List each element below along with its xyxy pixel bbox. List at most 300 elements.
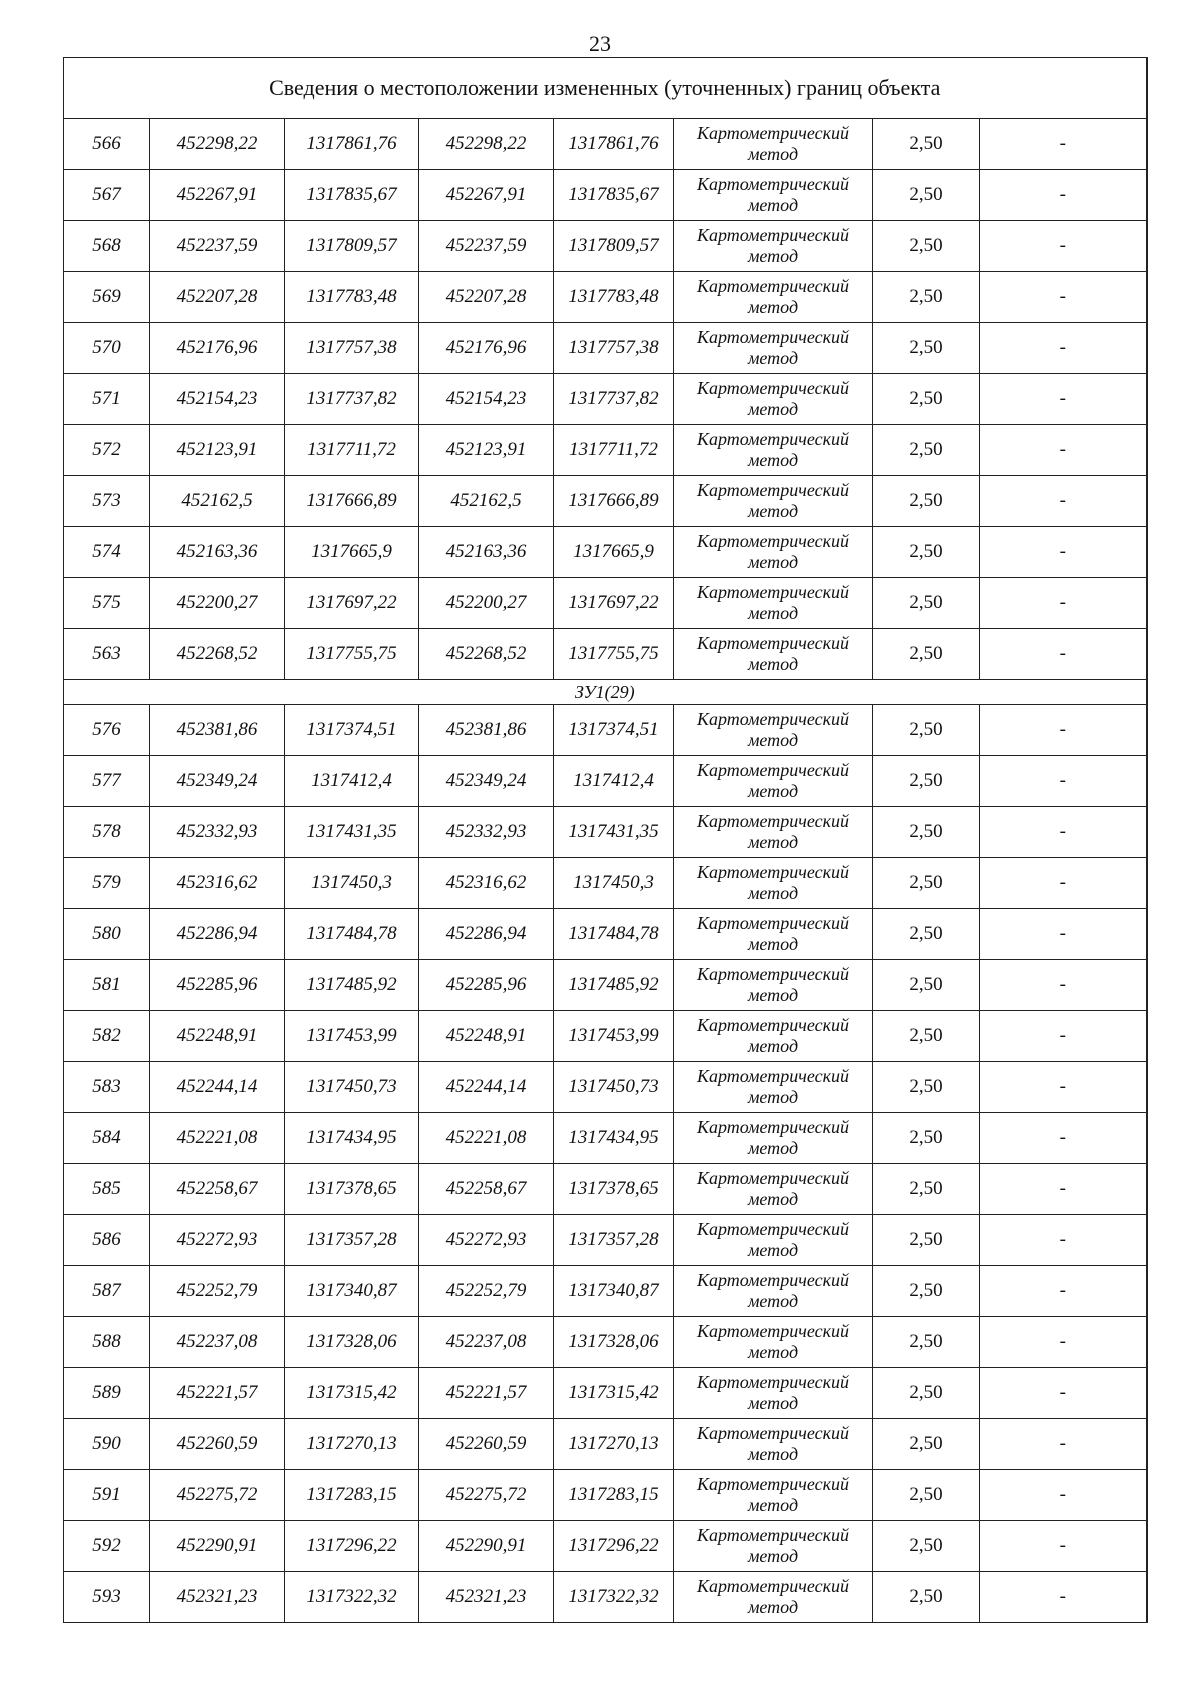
refined-x-cell: 452332,93 <box>419 807 554 858</box>
accuracy-cell: 2,50 <box>873 858 980 909</box>
refined-x-cell: 452123,91 <box>419 425 554 476</box>
method-cell <box>674 756 873 807</box>
method-cell <box>674 909 873 960</box>
refined-x-cell: 452252,79 <box>419 1266 554 1317</box>
point-number-cell: 567 <box>64 170 150 221</box>
existing-y-cell: 1317431,35 <box>285 807 419 858</box>
existing-y-cell: 1317283,15 <box>285 1470 419 1521</box>
method-cell <box>674 323 873 374</box>
existing-x-cell: 452349,24 <box>150 756 285 807</box>
table-row <box>64 170 1147 221</box>
refined-x-cell: 452349,24 <box>419 756 554 807</box>
note-cell: - <box>980 1368 1147 1419</box>
note-cell: - <box>980 629 1147 680</box>
existing-y-cell: 1317755,75 <box>285 629 419 680</box>
existing-y-cell: 1317450,73 <box>285 1062 419 1113</box>
accuracy-cell: 2,50 <box>873 527 980 578</box>
method-cell <box>674 374 873 425</box>
accuracy-cell: 2,50 <box>873 221 980 272</box>
refined-y-cell: 1317412,4 <box>554 756 674 807</box>
existing-y-cell: 1317322,32 <box>285 1572 419 1623</box>
method-cell <box>674 1215 873 1266</box>
method-line-2: метод <box>747 1495 799 1515</box>
method-line-1: Картометрический <box>696 225 849 245</box>
point-number-cell: 571 <box>64 374 150 425</box>
existing-y-cell: 1317757,38 <box>285 323 419 374</box>
existing-x-cell: 452200,27 <box>150 578 285 629</box>
existing-y-cell: 1317809,57 <box>285 221 419 272</box>
method-line-2: метод <box>747 195 799 215</box>
table-row <box>64 221 1147 272</box>
accuracy-cell: 2,50 <box>873 1113 980 1164</box>
accuracy-cell: 2,50 <box>873 1419 980 1470</box>
method-cell <box>674 578 873 629</box>
refined-y-cell: 1317322,32 <box>554 1572 674 1623</box>
accuracy-cell: 2,50 <box>873 1470 980 1521</box>
refined-x-cell: 452248,91 <box>419 1011 554 1062</box>
existing-x-cell: 452248,91 <box>150 1011 285 1062</box>
accuracy-cell: 2,50 <box>873 1011 980 1062</box>
refined-y-cell: 1317357,28 <box>554 1215 674 1266</box>
note-cell: - <box>980 170 1147 221</box>
existing-y-cell: 1317296,22 <box>285 1521 419 1572</box>
method-cell <box>674 1368 873 1419</box>
point-number-cell: 585 <box>64 1164 150 1215</box>
refined-x-cell: 452298,22 <box>419 119 554 170</box>
existing-y-cell: 1317340,87 <box>285 1266 419 1317</box>
refined-x-cell: 452258,67 <box>419 1164 554 1215</box>
note-cell: - <box>980 1572 1147 1623</box>
existing-x-cell: 452316,62 <box>150 858 285 909</box>
refined-y-cell: 1317450,3 <box>554 858 674 909</box>
existing-y-cell: 1317412,4 <box>285 756 419 807</box>
boundary-coordinates-table <box>63 57 1148 1623</box>
note-cell: - <box>980 1113 1147 1164</box>
refined-x-cell: 452237,08 <box>419 1317 554 1368</box>
existing-y-cell: 1317434,95 <box>285 1113 419 1164</box>
table-row <box>64 1419 1147 1470</box>
table-row <box>64 1011 1147 1062</box>
existing-y-cell: 1317328,06 <box>285 1317 419 1368</box>
existing-x-cell: 452221,57 <box>150 1368 285 1419</box>
note-cell: - <box>980 1470 1147 1521</box>
table-row <box>64 374 1147 425</box>
table-row <box>64 476 1147 527</box>
point-number-cell: 572 <box>64 425 150 476</box>
accuracy-cell: 2,50 <box>873 119 980 170</box>
accuracy-cell: 2,50 <box>873 1317 980 1368</box>
point-number-cell: 580 <box>64 909 150 960</box>
method-line-1: Картометрический <box>696 327 849 347</box>
method-line-1: Картометрический <box>696 709 849 729</box>
point-number-cell: 573 <box>64 476 150 527</box>
method-cell <box>674 476 873 527</box>
point-number-cell: 589 <box>64 1368 150 1419</box>
method-line-2: метод <box>747 781 799 801</box>
method-line-1: Картометрический <box>696 1219 849 1239</box>
method-line-2: метод <box>747 1291 799 1311</box>
note-cell: - <box>980 527 1147 578</box>
accuracy-cell: 2,50 <box>873 1164 980 1215</box>
point-number-cell: 590 <box>64 1419 150 1470</box>
note-cell: - <box>980 756 1147 807</box>
existing-x-cell: 452272,93 <box>150 1215 285 1266</box>
method-line-1: Картометрический <box>696 582 849 602</box>
table-row <box>64 1215 1147 1266</box>
refined-x-cell: 452200,27 <box>419 578 554 629</box>
method-line-1: Картометрический <box>696 480 849 500</box>
table-row <box>64 807 1147 858</box>
accuracy-cell: 2,50 <box>873 1062 980 1113</box>
refined-y-cell: 1317453,99 <box>554 1011 674 1062</box>
method-cell <box>674 1062 873 1113</box>
refined-x-cell: 452162,5 <box>419 476 554 527</box>
refined-x-cell: 452272,93 <box>419 1215 554 1266</box>
note-cell: - <box>980 960 1147 1011</box>
method-line-1: Картометрический <box>696 276 849 296</box>
method-line-2: метод <box>747 144 799 164</box>
existing-y-cell: 1317357,28 <box>285 1215 419 1266</box>
table-row <box>64 119 1147 170</box>
method-line-2: метод <box>747 985 799 1005</box>
refined-x-cell: 452316,62 <box>419 858 554 909</box>
table-title-row <box>64 58 1147 119</box>
existing-y-cell: 1317835,67 <box>285 170 419 221</box>
refined-x-cell: 452221,57 <box>419 1368 554 1419</box>
refined-x-cell: 452154,23 <box>419 374 554 425</box>
accuracy-cell: 2,50 <box>873 1521 980 1572</box>
section-header-row <box>64 680 1147 705</box>
accuracy-cell: 2,50 <box>873 705 980 756</box>
refined-x-cell: 452275,72 <box>419 1470 554 1521</box>
method-line-2: метод <box>747 246 799 266</box>
refined-y-cell: 1317755,75 <box>554 629 674 680</box>
method-cell <box>674 858 873 909</box>
method-line-1: Картометрический <box>696 760 849 780</box>
refined-y-cell: 1317283,15 <box>554 1470 674 1521</box>
accuracy-cell: 2,50 <box>873 629 980 680</box>
method-cell <box>674 1419 873 1470</box>
accuracy-cell: 2,50 <box>873 323 980 374</box>
method-line-1: Картометрический <box>696 964 849 984</box>
method-line-2: метод <box>747 730 799 750</box>
point-number-cell: 593 <box>64 1572 150 1623</box>
note-cell: - <box>980 909 1147 960</box>
point-number-cell: 587 <box>64 1266 150 1317</box>
point-number-cell: 563 <box>64 629 150 680</box>
note-cell: - <box>980 221 1147 272</box>
method-line-1: Картометрический <box>696 1525 849 1545</box>
method-line-2: метод <box>747 399 799 419</box>
method-cell <box>674 1521 873 1572</box>
existing-x-cell: 452162,5 <box>150 476 285 527</box>
method-line-2: метод <box>747 552 799 572</box>
existing-y-cell: 1317485,92 <box>285 960 419 1011</box>
refined-x-cell: 452290,91 <box>419 1521 554 1572</box>
page-number: 23 <box>589 31 611 56</box>
existing-y-cell: 1317666,89 <box>285 476 419 527</box>
method-cell <box>674 1572 873 1623</box>
existing-y-cell: 1317378,65 <box>285 1164 419 1215</box>
method-cell <box>674 527 873 578</box>
refined-y-cell: 1317737,82 <box>554 374 674 425</box>
refined-x-cell: 452260,59 <box>419 1419 554 1470</box>
table-row <box>64 858 1147 909</box>
method-line-2: метод <box>747 1393 799 1413</box>
accuracy-cell: 2,50 <box>873 425 980 476</box>
method-line-2: метод <box>747 450 799 470</box>
refined-y-cell: 1317328,06 <box>554 1317 674 1368</box>
existing-y-cell: 1317315,42 <box>285 1368 419 1419</box>
note-cell: - <box>980 374 1147 425</box>
table-row <box>64 1266 1147 1317</box>
point-number-cell: 582 <box>64 1011 150 1062</box>
existing-x-cell: 452154,23 <box>150 374 285 425</box>
refined-x-cell: 452221,08 <box>419 1113 554 1164</box>
refined-y-cell: 1317434,95 <box>554 1113 674 1164</box>
refined-y-cell: 1317835,67 <box>554 170 674 221</box>
point-number-cell: 586 <box>64 1215 150 1266</box>
table-row <box>64 1368 1147 1419</box>
method-line-2: метод <box>747 501 799 521</box>
refined-y-cell: 1317485,92 <box>554 960 674 1011</box>
point-number-cell: 578 <box>64 807 150 858</box>
note-cell: - <box>980 1521 1147 1572</box>
accuracy-cell: 2,50 <box>873 1266 980 1317</box>
method-line-2: метод <box>747 883 799 903</box>
note-cell: - <box>980 1062 1147 1113</box>
method-line-2: метод <box>747 1240 799 1260</box>
refined-y-cell: 1317450,73 <box>554 1062 674 1113</box>
existing-x-cell: 452237,08 <box>150 1317 285 1368</box>
point-number-cell: 574 <box>64 527 150 578</box>
method-line-2: метод <box>747 1597 799 1617</box>
method-cell <box>674 170 873 221</box>
method-line-2: метод <box>747 1036 799 1056</box>
point-number-cell: 568 <box>64 221 150 272</box>
existing-x-cell: 452237,59 <box>150 221 285 272</box>
accuracy-cell: 2,50 <box>873 170 980 221</box>
method-cell <box>674 807 873 858</box>
table-body <box>64 58 1147 1623</box>
method-line-2: метод <box>747 832 799 852</box>
note-cell: - <box>980 1266 1147 1317</box>
refined-x-cell: 452237,59 <box>419 221 554 272</box>
table-row <box>64 578 1147 629</box>
table-row <box>64 527 1147 578</box>
method-cell <box>674 1317 873 1368</box>
existing-x-cell: 452207,28 <box>150 272 285 323</box>
point-number-cell: 575 <box>64 578 150 629</box>
refined-y-cell: 1317315,42 <box>554 1368 674 1419</box>
point-number-cell: 584 <box>64 1113 150 1164</box>
point-number-cell: 588 <box>64 1317 150 1368</box>
note-cell: - <box>980 425 1147 476</box>
note-cell: - <box>980 578 1147 629</box>
method-line-2: метод <box>747 1189 799 1209</box>
refined-y-cell: 1317861,76 <box>554 119 674 170</box>
refined-y-cell: 1317711,72 <box>554 425 674 476</box>
method-cell <box>674 960 873 1011</box>
refined-x-cell: 452176,96 <box>419 323 554 374</box>
note-cell: - <box>980 1011 1147 1062</box>
table-row <box>64 1317 1147 1368</box>
method-line-2: метод <box>747 1342 799 1362</box>
method-cell <box>674 1470 873 1521</box>
method-line-1: Картометрический <box>696 531 849 551</box>
existing-x-cell: 452258,67 <box>150 1164 285 1215</box>
accuracy-cell: 2,50 <box>873 476 980 527</box>
note-cell: - <box>980 323 1147 374</box>
note-cell: - <box>980 1164 1147 1215</box>
point-number-cell: 576 <box>64 705 150 756</box>
method-line-1: Картометрический <box>696 1270 849 1290</box>
method-cell <box>674 629 873 680</box>
refined-y-cell: 1317757,38 <box>554 323 674 374</box>
refined-x-cell: 452163,36 <box>419 527 554 578</box>
method-line-2: метод <box>747 1138 799 1158</box>
existing-y-cell: 1317861,76 <box>285 119 419 170</box>
method-line-1: Картометрический <box>696 174 849 194</box>
point-number-cell: 592 <box>64 1521 150 1572</box>
accuracy-cell: 2,50 <box>873 960 980 1011</box>
method-line-1: Картометрический <box>696 1321 849 1341</box>
existing-y-cell: 1317374,51 <box>285 705 419 756</box>
existing-x-cell: 452244,14 <box>150 1062 285 1113</box>
refined-y-cell: 1317340,87 <box>554 1266 674 1317</box>
method-cell <box>674 1266 873 1317</box>
existing-x-cell: 452268,52 <box>150 629 285 680</box>
refined-y-cell: 1317431,35 <box>554 807 674 858</box>
method-cell <box>674 221 873 272</box>
table-row <box>64 909 1147 960</box>
table-row <box>64 1062 1147 1113</box>
method-line-1: Картометрический <box>696 123 849 143</box>
accuracy-cell: 2,50 <box>873 1368 980 1419</box>
note-cell: - <box>980 119 1147 170</box>
existing-x-cell: 452163,36 <box>150 527 285 578</box>
method-line-1: Картометрический <box>696 1576 849 1596</box>
point-number-cell: 591 <box>64 1470 150 1521</box>
accuracy-cell: 2,50 <box>873 756 980 807</box>
refined-y-cell: 1317666,89 <box>554 476 674 527</box>
existing-y-cell: 1317737,82 <box>285 374 419 425</box>
point-number-cell: 569 <box>64 272 150 323</box>
note-cell: - <box>980 1215 1147 1266</box>
existing-y-cell: 1317783,48 <box>285 272 419 323</box>
existing-x-cell: 452123,91 <box>150 425 285 476</box>
method-line-1: Картометрический <box>696 1168 849 1188</box>
method-line-1: Картометрический <box>696 1015 849 1035</box>
method-line-1: Картометрический <box>696 1117 849 1137</box>
refined-x-cell: 452268,52 <box>419 629 554 680</box>
method-cell <box>674 1164 873 1215</box>
method-cell <box>674 119 873 170</box>
note-cell: - <box>980 807 1147 858</box>
refined-x-cell: 452381,86 <box>419 705 554 756</box>
refined-x-cell: 452267,91 <box>419 170 554 221</box>
refined-x-cell: 452285,96 <box>419 960 554 1011</box>
existing-x-cell: 452267,91 <box>150 170 285 221</box>
table-row <box>64 1572 1147 1623</box>
table-row <box>64 629 1147 680</box>
refined-y-cell: 1317665,9 <box>554 527 674 578</box>
point-number-cell: 581 <box>64 960 150 1011</box>
refined-y-cell: 1317374,51 <box>554 705 674 756</box>
method-cell <box>674 705 873 756</box>
note-cell: - <box>980 858 1147 909</box>
existing-x-cell: 452381,86 <box>150 705 285 756</box>
refined-y-cell: 1317296,22 <box>554 1521 674 1572</box>
point-number-cell: 579 <box>64 858 150 909</box>
table-row <box>64 1164 1147 1215</box>
note-cell: - <box>980 272 1147 323</box>
table-row <box>64 705 1147 756</box>
existing-x-cell: 452285,96 <box>150 960 285 1011</box>
method-line-1: Картометрический <box>696 862 849 882</box>
note-cell: - <box>980 705 1147 756</box>
table-row <box>64 960 1147 1011</box>
existing-y-cell: 1317453,99 <box>285 1011 419 1062</box>
table-row <box>64 756 1147 807</box>
accuracy-cell: 2,50 <box>873 578 980 629</box>
table-row <box>64 272 1147 323</box>
note-cell: - <box>980 1419 1147 1470</box>
refined-y-cell: 1317378,65 <box>554 1164 674 1215</box>
note-cell: - <box>980 1317 1147 1368</box>
existing-x-cell: 452298,22 <box>150 119 285 170</box>
refined-x-cell: 452244,14 <box>419 1062 554 1113</box>
method-cell <box>674 1113 873 1164</box>
table-row <box>64 323 1147 374</box>
refined-y-cell: 1317270,13 <box>554 1419 674 1470</box>
accuracy-cell: 2,50 <box>873 272 980 323</box>
method-line-2: метод <box>747 654 799 674</box>
method-cell <box>674 272 873 323</box>
accuracy-cell: 2,50 <box>873 374 980 425</box>
existing-y-cell: 1317711,72 <box>285 425 419 476</box>
existing-y-cell: 1317665,9 <box>285 527 419 578</box>
table-row <box>64 1113 1147 1164</box>
point-number-cell: 577 <box>64 756 150 807</box>
accuracy-cell: 2,50 <box>873 909 980 960</box>
accuracy-cell: 2,50 <box>873 1215 980 1266</box>
method-line-1: Картометрический <box>696 913 849 933</box>
accuracy-cell: 2,50 <box>873 807 980 858</box>
existing-x-cell: 452221,08 <box>150 1113 285 1164</box>
method-cell <box>674 1011 873 1062</box>
refined-x-cell: 452207,28 <box>419 272 554 323</box>
method-line-2: метод <box>747 348 799 368</box>
table-title: Сведения о местоположении измененных (уточненных) границ объекта <box>64 58 1147 119</box>
method-line-2: метод <box>747 1444 799 1464</box>
point-number-cell: 583 <box>64 1062 150 1113</box>
accuracy-cell: 2,50 <box>873 1572 980 1623</box>
method-line-2: метод <box>747 1087 799 1107</box>
existing-x-cell: 452275,72 <box>150 1470 285 1521</box>
method-line-1: Картометрический <box>696 1066 849 1086</box>
method-line-1: Картометрический <box>696 811 849 831</box>
point-number-cell: 570 <box>64 323 150 374</box>
existing-x-cell: 452252,79 <box>150 1266 285 1317</box>
method-line-1: Картометрический <box>696 1423 849 1443</box>
existing-x-cell: 452260,59 <box>150 1419 285 1470</box>
refined-y-cell: 1317484,78 <box>554 909 674 960</box>
refined-y-cell: 1317697,22 <box>554 578 674 629</box>
existing-x-cell: 452321,23 <box>150 1572 285 1623</box>
existing-y-cell: 1317484,78 <box>285 909 419 960</box>
point-number-cell: 566 <box>64 119 150 170</box>
